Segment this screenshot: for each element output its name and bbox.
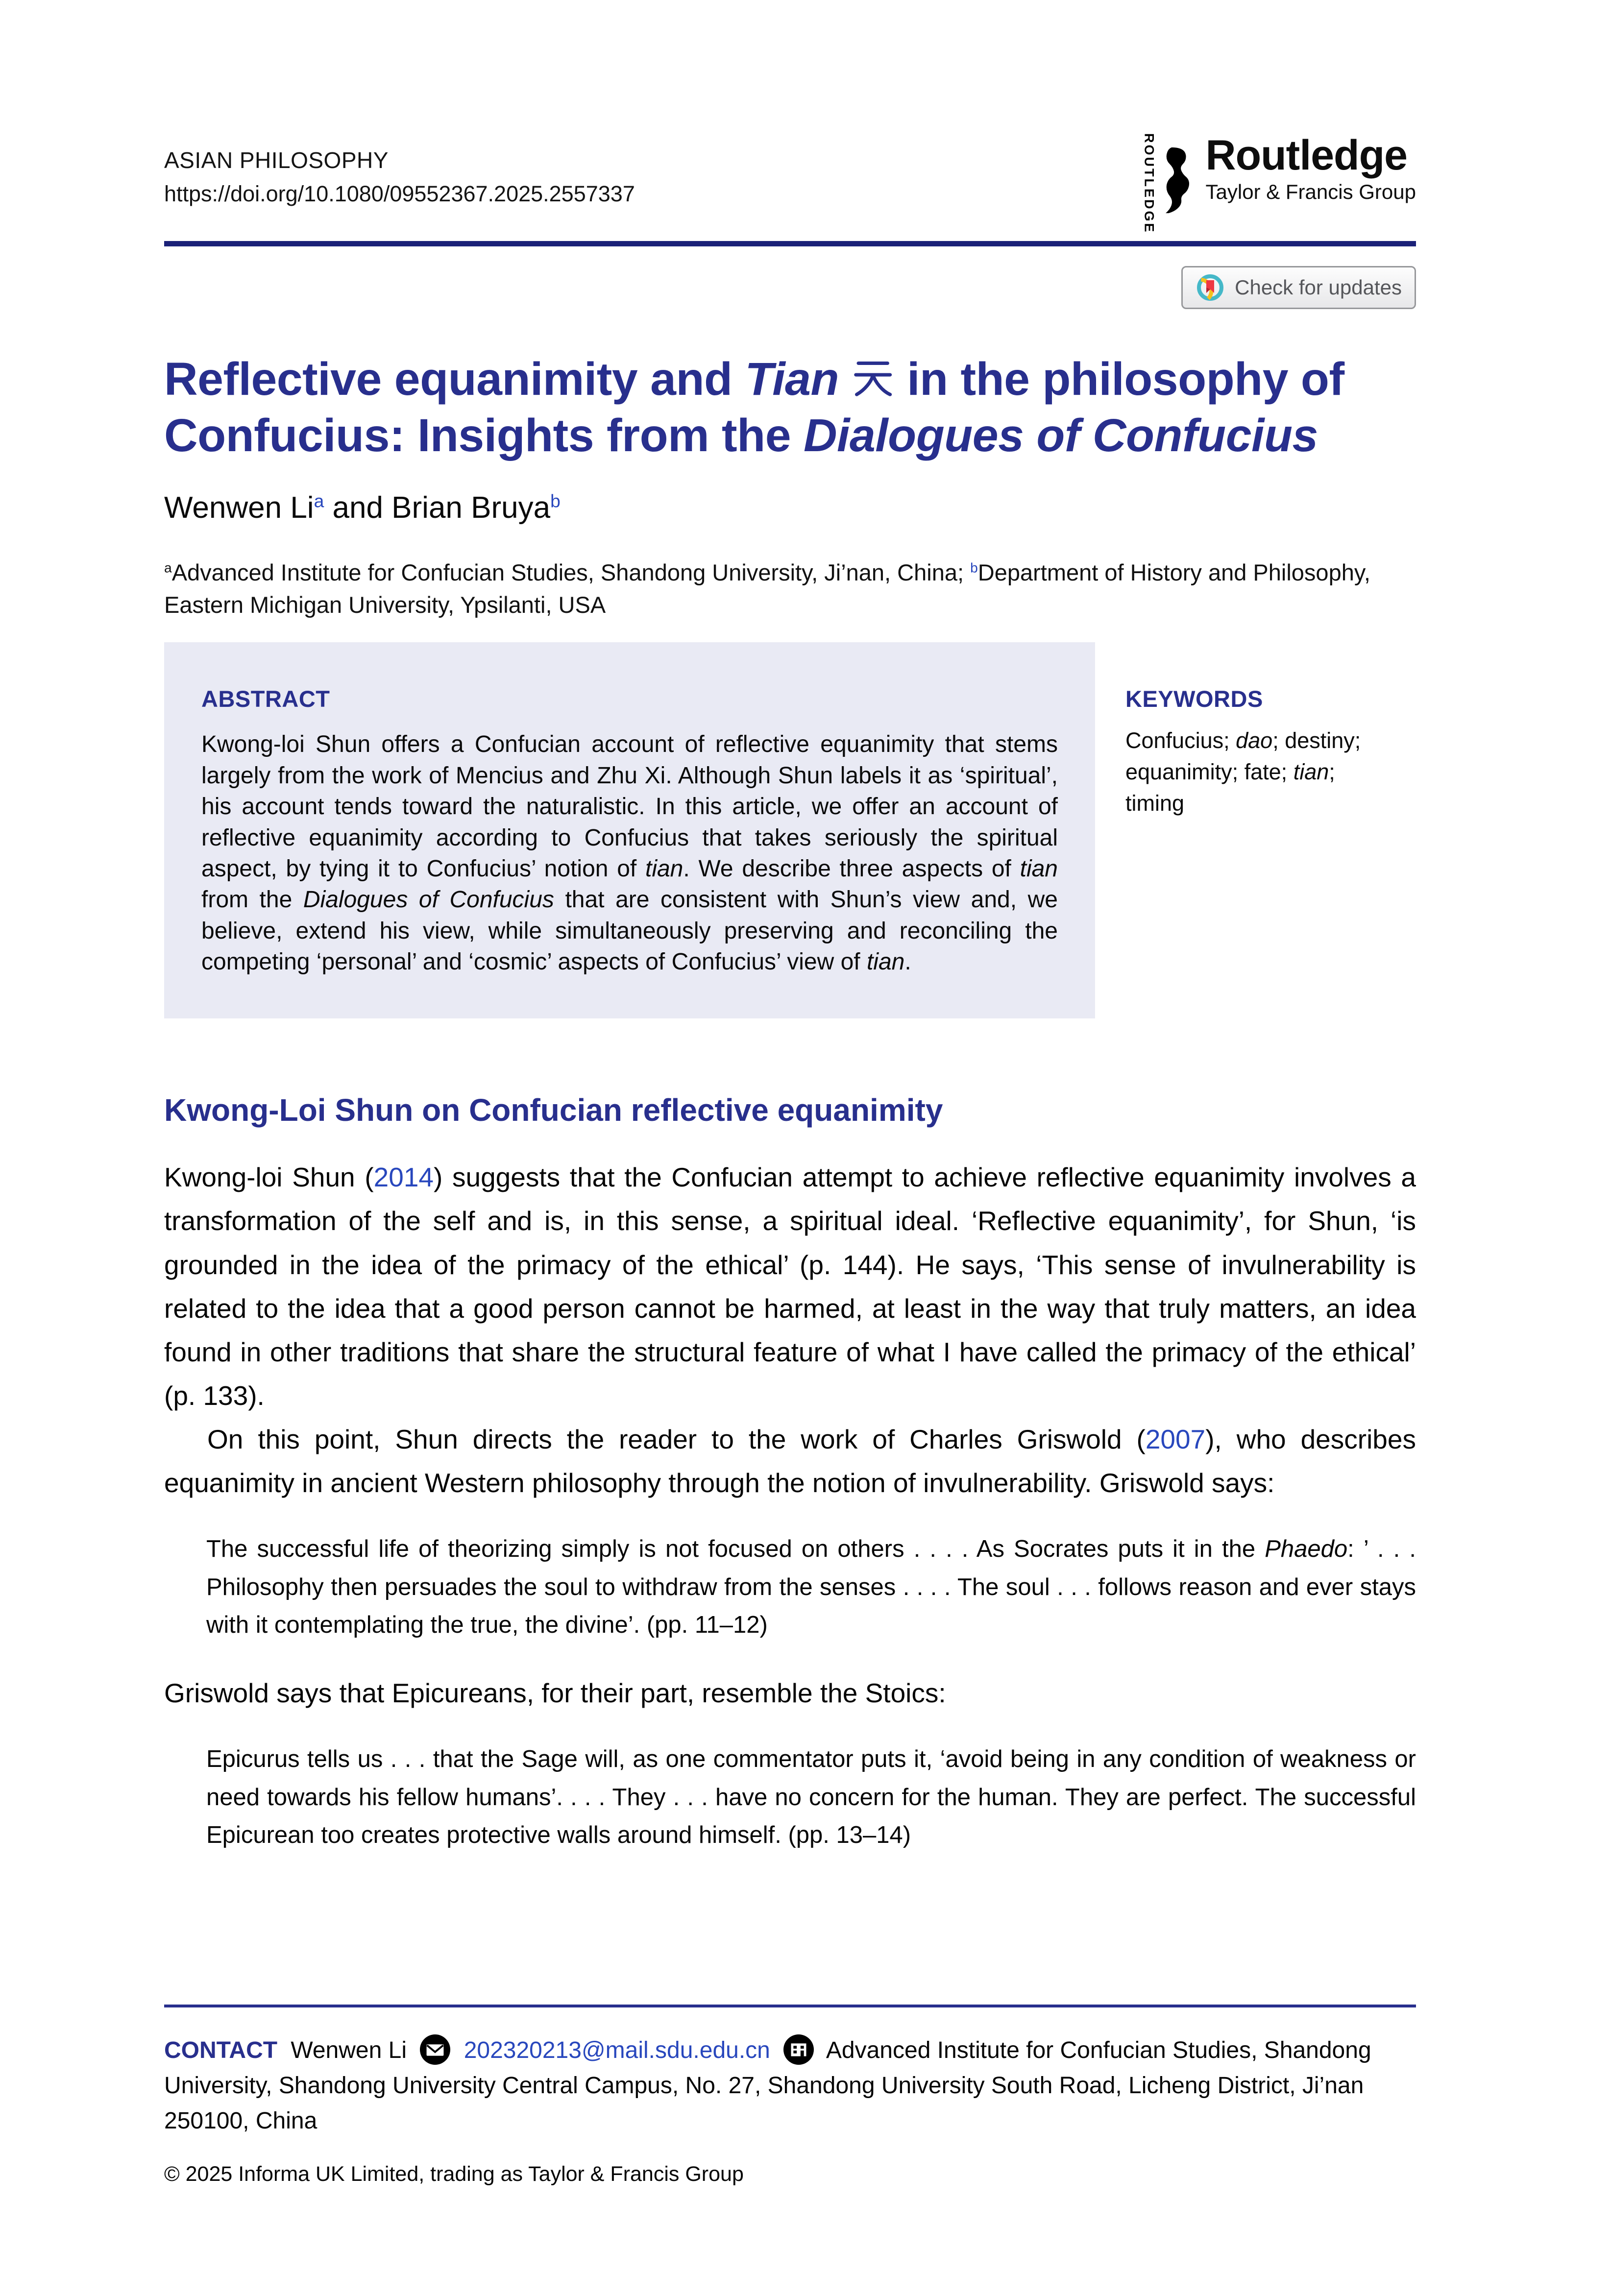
badge-row	[164, 266, 1416, 309]
authors	[164, 490, 1416, 525]
text-segment: Reflective equanimity and	[164, 353, 745, 405]
check-for-updates-badge[interactable]	[1181, 266, 1416, 309]
text-segment: . We describe three aspects of	[683, 855, 1020, 882]
text-segment: Dialogues of Confucius	[803, 409, 1318, 461]
routledge-wordmark: Routledge	[1205, 132, 1407, 179]
text-segment: Department of History and Philosophy, Eastern Michigan University, Ypsilanti, USA	[164, 559, 1370, 618]
text-segment: from the	[201, 887, 303, 913]
routledge-face-icon	[1165, 133, 1195, 227]
header-rule	[164, 241, 1416, 246]
footer-rule	[164, 2005, 1416, 2007]
text-segment: tian	[1293, 759, 1329, 785]
keywords-label: KEYWORDS	[1125, 686, 1263, 712]
contact-name: Wenwen Li	[291, 2037, 407, 2063]
text-segment: Wenwen Li	[164, 490, 314, 525]
contact-label: CONTACT	[164, 2037, 278, 2063]
text-segment: : ’ . . . Philosophy then persuades the soul to withdraw from the senses . . . . The soul . . . follows reason and ever stays with it contemplating the true, the divine’. (pp. 11–12)	[206, 1536, 1416, 1638]
author-affiliation-ref-b: b	[550, 490, 561, 511]
ref-2007-link[interactable]: 2007	[1145, 1424, 1206, 1454]
block-quote-epicurus: Epicurus tells us . . . that the Sage will, as one commentator puts it, ‘avoid being in any condition of weakness or need towards his fellow humans’. . . . They . . . have no concern for the human. They are perfect. The successful Epicurean too creates protective walls around himself. (pp. 13–14)	[206, 1746, 1416, 1849]
email-link[interactable]: 202320213@mail.sdu.edu.cn	[464, 2037, 770, 2063]
affiliations	[164, 556, 1416, 621]
check-badge-label: Check for updates	[1235, 276, 1402, 299]
abstract-label: ABSTRACT	[201, 686, 330, 712]
author-affiliation-ref-a: a	[314, 490, 324, 511]
text-segment: Confucius;	[1125, 728, 1236, 753]
block-quote-griswold	[206, 1530, 1416, 1644]
routledge-vertical-wordmark: ROUTLEDGE	[1142, 133, 1157, 234]
keywords-text	[1125, 725, 1392, 819]
text-segment: ; timing	[1125, 759, 1335, 816]
text-segment: ), who describes equanimity in ancient Western philosophy through the notion of invulnerability. Griswold says:	[164, 1424, 1416, 1498]
footer	[164, 2005, 1416, 2186]
publisher-logo	[1142, 132, 1416, 234]
text-segment: and Brian Bruya	[324, 490, 551, 525]
text-segment: that are consistent with Shun’s view and, we believe, extend his view, while simultaneously preserving and reconciling the competing ‘personal’ and ‘cosmic’ aspects of Confucius’ view of	[201, 887, 1058, 975]
text-segment: Dialogues of Confucius	[303, 887, 554, 913]
abstract-text	[201, 729, 1058, 977]
address-icon	[783, 2034, 814, 2065]
text-segment: tian	[866, 948, 905, 975]
text-segment: Advanced Institute for Confucian Studies, Shandong University, Ji’nan, China;	[171, 559, 971, 585]
text-segment: dao	[1236, 728, 1273, 753]
affiliation-marker-a: a	[164, 559, 172, 576]
affiliation-marker-b: b	[970, 559, 978, 576]
text-segment: Phaedo	[1265, 1536, 1348, 1563]
body-paragraph-1	[164, 1156, 1416, 1418]
abstract-box	[164, 642, 1095, 1018]
article-title	[164, 351, 1416, 464]
text-segment: tian	[1020, 855, 1058, 882]
article-title-line1	[164, 351, 1416, 408]
tian-character-glyph	[852, 355, 894, 397]
text-segment: ; destiny; equanimity; fate;	[1125, 728, 1361, 785]
body-paragraph-3: Griswold says that Epicureans, for their part, resemble the Stoics:	[164, 1678, 946, 1709]
ref-2014-link[interactable]: 2014	[373, 1162, 434, 1193]
journal-block	[164, 147, 635, 207]
keywords-box	[1125, 642, 1392, 1018]
body-paragraph-2	[164, 1418, 1416, 1505]
section-heading: Kwong-Loi Shun on Confucian reflective equanimity	[164, 1092, 943, 1128]
text-segment: tian	[645, 855, 683, 882]
text-segment: ) suggests that the Confucian attempt to achieve reflective equanimity involves a transformation of the self and is, in this sense, a spiritual ideal. ‘Reflective equanimity’, for Shun, ‘is grounded in the idea of the primacy of the ethical’ (p. 144). He says, ‘This sense of invulnerability is related to the idea that a good person cannot be harmed, at least in the way that truly matters, an idea found in other traditions that share the structural feature of what I have called the primacy of the ethical’ (p. 133).	[164, 1162, 1416, 1411]
tian-character	[852, 353, 894, 405]
journal-name: ASIAN PHILOSOPHY	[164, 147, 389, 173]
masthead	[164, 132, 1416, 234]
text-segment: .	[904, 948, 911, 975]
text-segment: The successful life of theorizing simply is not focused on others . . . . As Socrates puts it in the	[206, 1536, 1265, 1563]
crossmark-icon	[1196, 273, 1225, 302]
text-segment	[839, 353, 852, 405]
contact-block	[164, 2033, 1416, 2139]
contact-address: Advanced Institute for Confucian Studies, Shandong University, Shandong University Central Campus, No. 27, Shandong University South Road, Licheng District, Ji’nan 250100, China	[164, 2037, 1371, 2134]
text-segment: Confucius: Insights from the	[164, 409, 804, 461]
publisher-logo-text	[1206, 133, 1416, 204]
text-segment: in the philosophy of	[894, 353, 1344, 405]
copyright-line: © 2025 Informa UK Limited, trading as Taylor & Francis Group	[164, 2162, 744, 2186]
text-segment: On this point, Shun directs the reader to the work of Charles Griswold (	[207, 1424, 1146, 1454]
email-icon	[420, 2034, 450, 2065]
article-title-line2	[164, 408, 1416, 464]
text-segment: Kwong-loi Shun (	[164, 1162, 374, 1193]
text-segment: Kwong-loi Shun offers a Confucian account of reflective equanimity that stems largely from the work of Mencius and Zhu Xi. Although Shun labels it as ‘spiritual’, his account tends toward the naturalistic. In this article, we offer an account of reflective equanimity according to Confucius that takes seriously the spiritual aspect, by tying it to Confucius’ notion of	[201, 731, 1058, 882]
doi-link[interactable]: https://doi.org/10.1080/09552367.2025.2557337	[164, 181, 635, 206]
text-segment: Tian	[745, 353, 839, 405]
taylor-francis-tagline: Taylor & Francis Group	[1205, 180, 1416, 204]
abstract-row	[164, 642, 1416, 1018]
